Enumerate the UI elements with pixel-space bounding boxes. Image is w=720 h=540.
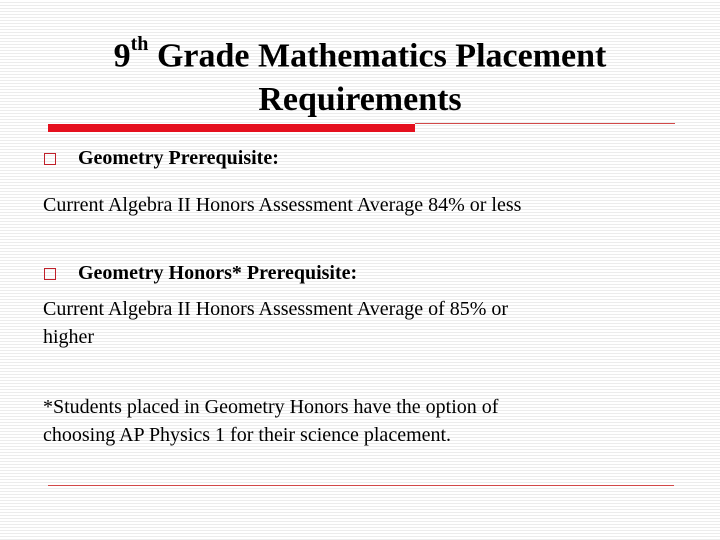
footnote [43,393,498,449]
title-line-2: Requirements [258,81,462,119]
geometry-honors-requirement-line-2: higher [43,326,95,348]
bottom-rule [48,485,674,486]
title-line-1 [40,26,680,78]
geometry-heading: Geometry Prerequisite: [78,147,279,169]
title-ordinal-number: 9 [113,37,131,75]
thin-top-rule [415,123,675,124]
red-accent-rule [48,124,415,132]
geometry-requirement-text: Current Algebra II Honors Assessment Average 84% or less [43,194,522,216]
bullet-geometry-honors [44,260,357,286]
bullet-geometry [44,145,279,171]
checkbox-bullet-icon [44,153,56,165]
geometry-honors-requirement [43,295,508,351]
page-title [40,26,680,122]
geometry-honors-heading: Geometry Honors* Prerequisite: [78,262,358,284]
footnote-line-1: *Students placed in Geometry Honors have the option of [43,396,499,418]
title-line-1-text: Grade Mathematics Placement [156,37,607,75]
geometry-requirement [43,191,521,219]
geometry-honors-requirement-line-1: Current Algebra II Honors Assessment Average of 85% or [43,298,509,320]
footnote-line-2: choosing AP Physics 1 for their science placement. [43,424,452,446]
checkbox-bullet-icon [44,268,56,280]
title-ordinal-suffix: th [130,33,149,55]
